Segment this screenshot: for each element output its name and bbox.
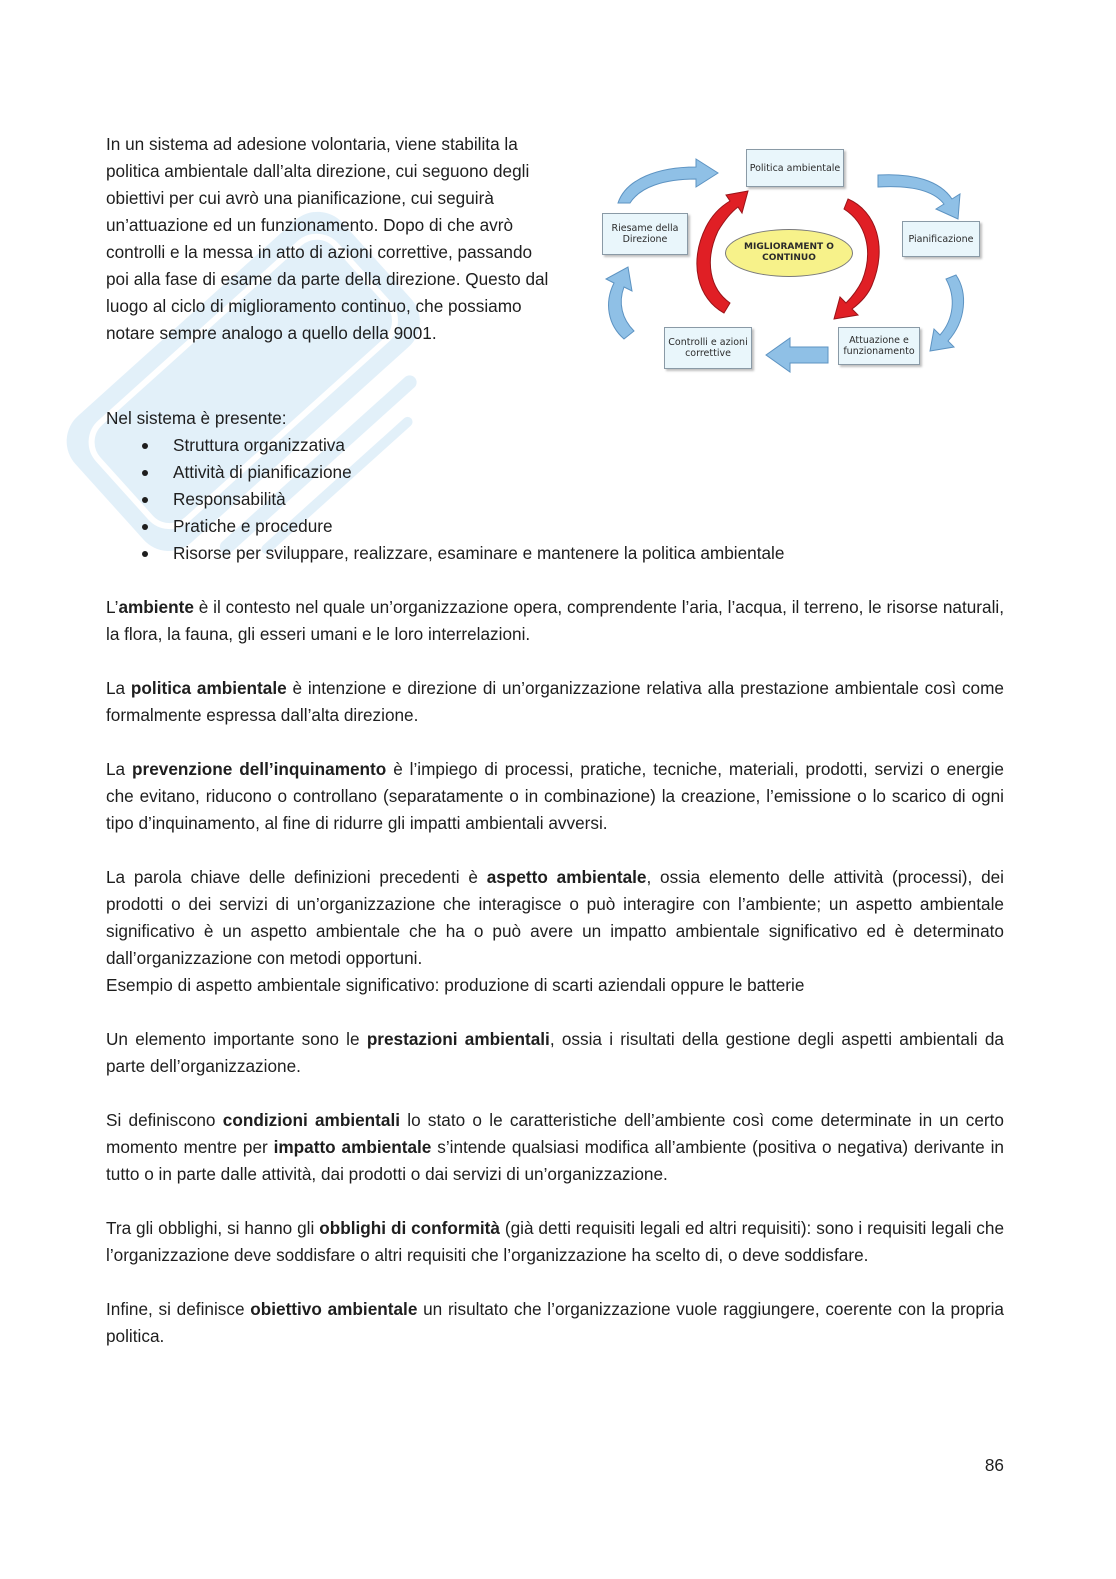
blue-arrow-top-right xyxy=(878,175,960,219)
term-aspetto-ambientale: aspetto ambientale xyxy=(486,867,647,887)
term-impatto-ambientale: impatto ambientale xyxy=(273,1137,432,1157)
paragraph-politica: La politica ambientale è intenzione e direzione di un’organizzazione relativa alla prestazione ambientale così come formalmente espressa dall’alta direzione. xyxy=(106,678,1004,725)
box-attuazione-funzionamento: Attuazione e funzionamento xyxy=(838,327,920,365)
ellipse-miglioramento-continuo: MIGLIORAMENT O CONTINUO xyxy=(725,229,853,277)
paragraph-condizioni: Si definiscono condizioni ambientali lo stato o le caratteristiche dell’ambiente così come determinate in un certo momento mentre per impatto ambientale s’intende qualsiasi modifica all’ambiente (positiva o negativa) derivante in tutto o in parte dalle attività, dai prodotti o dai servizi di un’organizzazione. xyxy=(106,1110,1004,1184)
paragraph-ambiente: L’ambiente è il contesto nel quale un’organizzazione opera, comprendente l’aria, l’acqua, il terreno, le risorse naturali, la flora, la fauna, gli esseri umani e le loro interrelazioni. xyxy=(106,597,1004,644)
term-prestazioni-ambientali: prestazioni ambientali xyxy=(366,1029,550,1049)
paragraph-aspetto: La parola chiave delle definizioni precedenti è aspetto ambientale, ossia elemento delle attività (processi), dei prodotti o dei servizi di un’organizzazione che interagisce o può interagire con l’ambiente; un aspetto ambientale significativo è un aspetto ambientale che ha o può avere un impatto ambientale significativo ed è determinato dall’organizzazione con metodi opportuni. xyxy=(106,867,1005,968)
list-item: Responsabilità xyxy=(106,486,1004,513)
improvement-cycle-diagram xyxy=(596,143,988,375)
box-politica-ambientale: Politica ambientale xyxy=(746,149,844,187)
intro-section xyxy=(106,131,1004,405)
blue-arrow-right-down xyxy=(930,275,964,351)
term-ambiente: ambiente xyxy=(118,597,194,617)
paragraph-obiettivo: Infine, si definisce obiettivo ambientale un risultato che l’organizzazione vuole raggiungere, coerente con la propria politica. xyxy=(106,1299,1004,1346)
list-item: Struttura organizzativa xyxy=(106,432,1004,459)
term-obblighi-conformita: obblighi di conformità xyxy=(319,1218,500,1238)
list-item: Pratiche e procedure xyxy=(106,513,1004,540)
term-obiettivo-ambientale: obiettivo ambientale xyxy=(250,1299,418,1319)
box-controlli-azioni-correttive: Controlli e azioni correttive xyxy=(664,327,752,369)
paragraph-prestazioni: Un elemento importante sono le prestazioni ambientali, ossia i risultati della gestione degli aspetti ambientali da parte dell’organizzazione. xyxy=(106,1029,1004,1076)
blue-arrow-top-left xyxy=(618,159,718,203)
term-prevenzione: prevenzione dell’inquinamento xyxy=(132,759,387,779)
paragraph-esempio: Esempio di aspetto ambientale significativo: produzione di scarti aziendali oppure le batterie xyxy=(106,975,805,995)
document-page xyxy=(106,131,1004,1350)
paragraph-prevenzione: La prevenzione dell’inquinamento è l’impiego di processi, pratiche, tecniche, materiali, prodotti, servizi o energie che evitano, riducono o controllano (separatamente o in combinazione) la creazione, l’emissione o lo scarico di ogni tipo d’inquinamento, al fine di ridurre gli impatti ambientali avversi. xyxy=(106,759,1004,833)
blue-arrow-bottom-left xyxy=(766,338,828,372)
term-politica-ambientale: politica ambientale xyxy=(130,678,287,698)
paragraph-obblighi: Tra gli obblighi, si hanno gli obblighi di conformità (già detti requisiti legali ed altri requisiti): sono i requisiti legali che l’organizzazione deve soddisfare o altri requisiti che l’organizzazione ha scelto di, o deve soddisfare. xyxy=(106,1218,1005,1265)
intro-paragraph: In un sistema ad adesione volontaria, viene stabilita la politica ambientale dall’alta direzione, cui seguono degli obiettivi per cui avrò una pianificazione, cui seguirà un’attuazione ed un funzionamento. Dopo di che avrò controlli e la messa in atto di azioni correttive, passando poi alla fase di esame da parte della direzione. Questo dal luogo al ciclo di miglioramento continuo, che possiamo notare sempre analogo a quello della 9001. xyxy=(106,134,549,343)
box-pianificazione: Pianificazione xyxy=(902,221,980,257)
term-condizioni-ambientali: condizioni ambientali xyxy=(222,1110,401,1130)
box-riesame-direzione: Riesame della Direzione xyxy=(602,213,688,255)
list-item: Attività di pianificazione xyxy=(106,459,1004,486)
page-number: 86 xyxy=(984,1455,1004,1475)
system-list xyxy=(106,432,1004,567)
system-lead: Nel sistema è presente: xyxy=(106,408,287,428)
list-item: Risorse per sviluppare, realizzare, esaminare e mantenere la politica ambientale xyxy=(106,540,1004,567)
blue-arrow-left-up xyxy=(606,267,634,339)
